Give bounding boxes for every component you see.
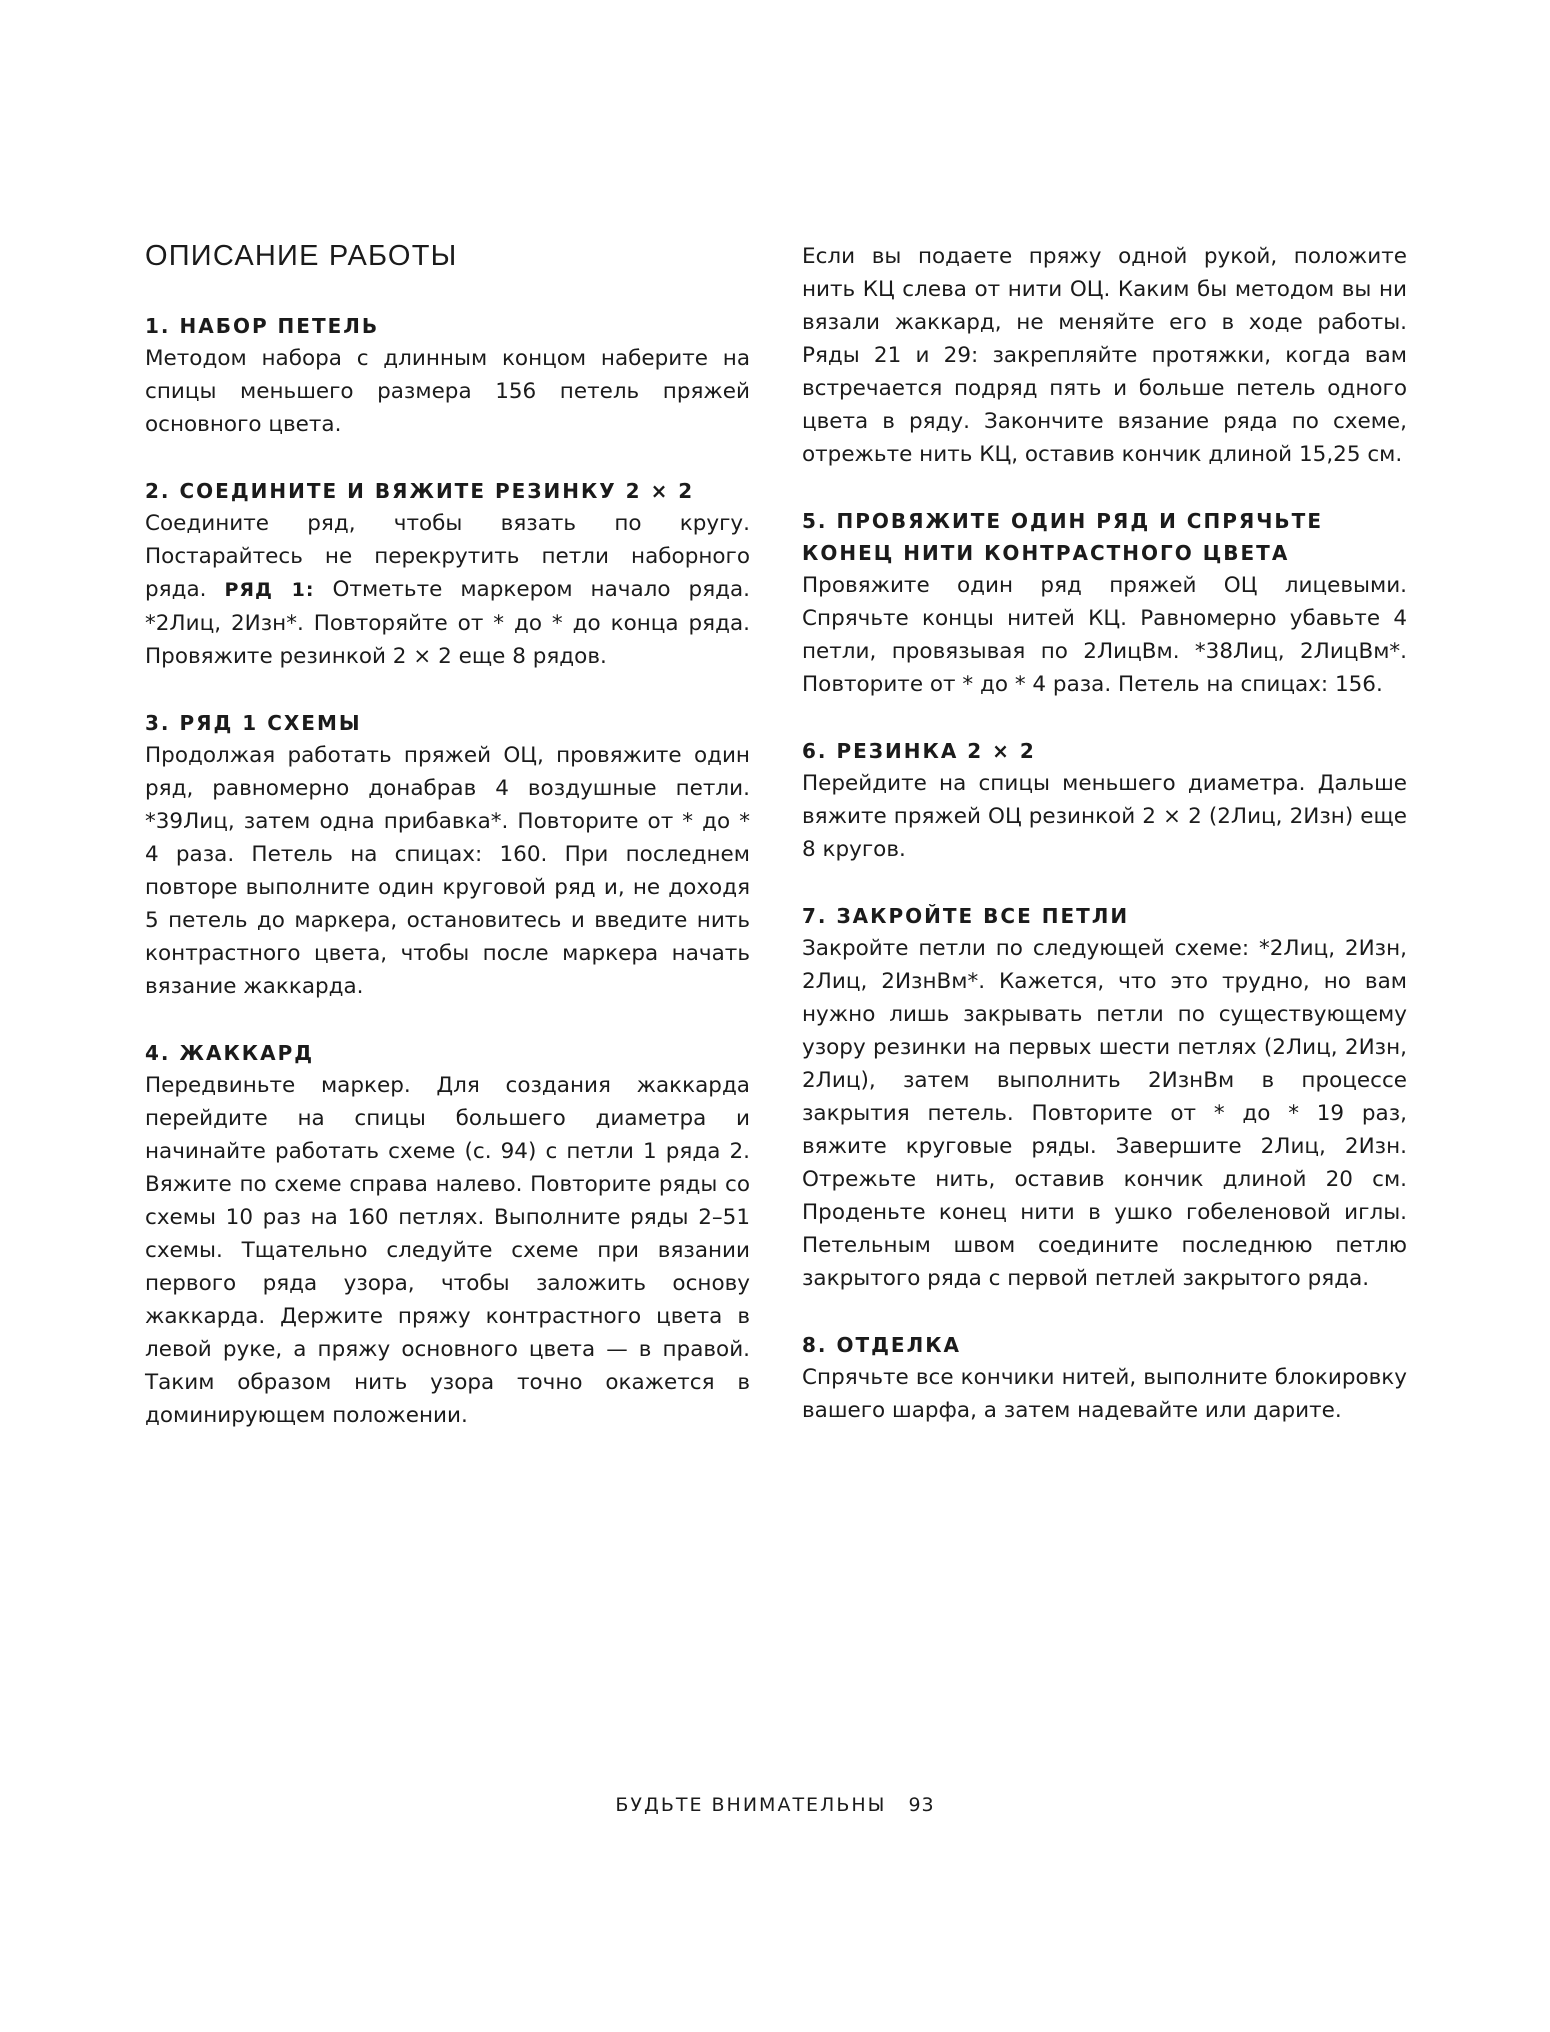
section-text: Продолжая работать пряжей ОЦ, провяжите один ряд, равномерно донабрав 4 воздушные петли. *39Лиц, затем одна прибавка*. Повторите от * до * 4 раза. Петель на спицах: 160. При последнем повторе выполните один круговой ряд и, не доходя 5 петель до маркера, остановитесь и введите нить контрастного цвета, чтобы после маркера начать вязание жаккарда. [145,743,750,999]
section-title: 4. ЖАККАРД [145,1041,315,1065]
section-text: Закройте петли по следующей схеме: *2Лиц, 2Изн, 2Лиц, 2ИзнВм*. Кажется, что это трудно, но вам нужно лишь закрывать петли по существующему узору резинки на первых шести петлях (2Лиц, 2Изн, 2Лиц), затем выполнить 2ИзнВм в процессе закрытия петель. Повторите от * до * 19 раз, вяжите круговые ряды. Завершите 2Лиц, 2Изн. Отрежьте нить, оставив кончик длиной 20 см. Проденьте конец нити в ушко гобеленовой иглы. Петельным швом соедините последнюю петлю закрытого ряда с первой петлей закрытого ряда. [802,936,1407,1291]
section-chart-row-1 [145,707,750,1003]
section-title: 7. ЗАКРОЙТЕ ВСЕ ПЕТЛИ [802,904,1130,928]
left-column [145,236,750,1466]
section-bind-off [802,900,1407,1295]
section-rib [802,735,1407,866]
section-jacquard-continued [802,240,1407,471]
section-text: Передвиньте маркер. Для создания жаккарда перейдите на спицы большего диаметра и начинайте работать схеме (с. 94) с петли 1 ряда 2. Вяжите по схеме справа налево. Повторите ряды со схемы 10 раз на 160 петлях. Выполните ряды 2–51 схемы. Тщательно следуйте схеме при вязании первого ряда узора, чтобы заложить основу жаккарда. Держите пряжу контрастного цвета в левой руке, а пряжу основного цвета — в правой. Таким образом нить узора точно окажется в доминирующем положении. [145,1073,750,1428]
right-column [802,240,1407,1461]
row-text: Отметьте маркером начало ряда. *2Лиц, 2Изн*. Повторяйте от * до * до конца ряда. Провяжите резинкой 2 × 2 еще 8 рядов. [145,577,750,669]
section-text: Провяжите один ряд пряжей ОЦ лицевыми. Спрячьте концы нитей КЦ. Равномерно убавьте 4 петли, провязывая по 2ЛицВм. *38Лиц, 2ЛицВм*. Повторите от * до * 4 раза. Петель на спицах: 156. [802,573,1407,697]
section-text: Перейдите на спицы меньшего диаметра. Дальше вяжите пряжей ОЦ резинкой 2 × 2 (2Лиц, 2Изн) еще 8 кругов. [802,771,1407,862]
section-title: 2. СОЕДИНИТЕ И ВЯЖИТЕ РЕЗИНКУ 2 × 2 [145,479,695,503]
section-join-rib [145,475,750,673]
section-title: 8. ОТДЕЛКА [802,1333,962,1357]
section-text: Если вы подаете пряжу одной рукой, положите нить КЦ слева от нити ОЦ. Каким бы методом вы ни вязали жаккард, не меняйте его в ходе работы. Ряды 21 и 29: закрепляйте протяжки, когда вам встречается подряд пять и больше петель одного цвета в ряду. Закончите вязание ряда по схеме, отрежьте нить КЦ, оставив кончик длиной 15,25 см. [802,244,1407,467]
page-title: ОПИСАНИЕ РАБОТЫ [145,240,458,272]
section-title: 5. ПРОВЯЖИТЕ ОДИН РЯД И СПРЯЧЬТЕ КОНЕЦ НИТИ КОНТРАСТНОГО ЦВЕТА [802,509,1323,565]
section-text [145,507,750,673]
page-footer [0,1794,1550,1816]
footer-chapter-title: БУДЬТЕ ВНИМАТЕЛЬНЫ [615,1794,887,1816]
section-text-intro: Соедините ряд, чтобы вязать по кругу. Постарайтесь не перекрутить петли наборного ряда. [145,511,750,602]
section-knit-row-hide-ends [802,505,1407,701]
section-text: Методом набора с длинным концом наберите на спицы меньшего размера 156 петель пряжей основного цвета. [145,346,750,437]
section-jacquard [145,1037,750,1432]
section-title: 6. РЕЗИНКА 2 × 2 [802,739,1036,763]
section-finishing [802,1329,1407,1427]
row-label: РЯД 1: [224,579,315,601]
section-cast-on [145,310,750,441]
section-text: Спрячьте все кончики нитей, выполните блокировку вашего шарфа, а затем надевайте или дарите. [802,1365,1407,1423]
page-number: 93 [908,1794,935,1816]
section-title: 1. НАБОР ПЕТЕЛЬ [145,314,380,338]
section-title: 3. РЯД 1 СХЕМЫ [145,711,362,735]
